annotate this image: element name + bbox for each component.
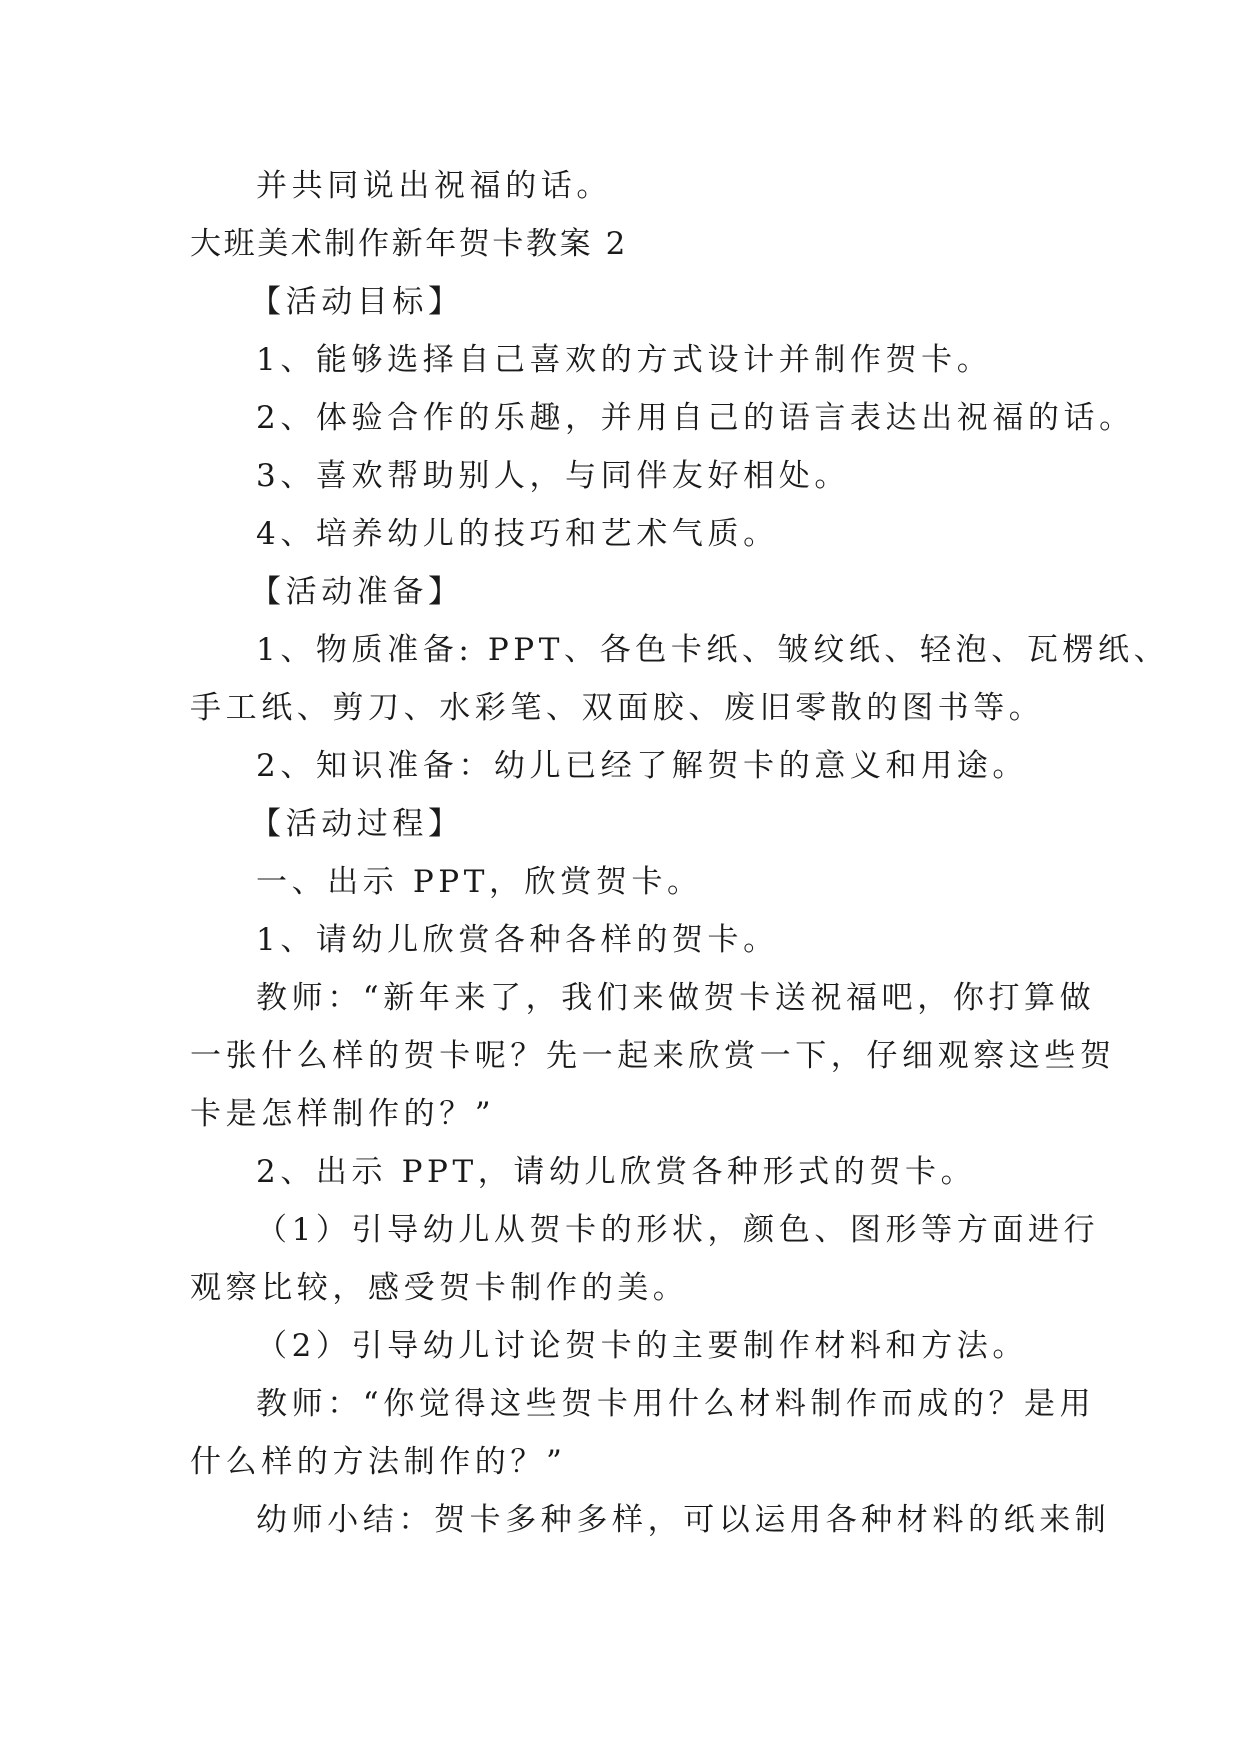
paragraph-line: 教师：“新年来了，我们来做贺卡送祝福吧，你打算做 <box>256 980 1096 1016</box>
heading-activity-preparation: 【活动准备】 <box>250 574 464 610</box>
list-item: 4、培养幼儿的技巧和艺术气质。 <box>256 516 779 552</box>
section-title: 大班美术制作新年贺卡教案 2 <box>190 226 628 262</box>
list-item: 2、知识准备：幼儿已经了解贺卡的意义和用途。 <box>256 748 1028 784</box>
paragraph-line: 手工纸、剪刀、水彩笔、双面胶、废旧零散的图书等。 <box>190 690 1045 726</box>
paragraph-line: 什么样的方法制作的？” <box>190 1444 567 1480</box>
list-item: 1、能够选择自己喜欢的方式设计并制作贺卡。 <box>256 342 993 378</box>
paragraph-line: 一张什么样的贺卡呢？先一起来欣赏一下，仔细观察这些贺 <box>190 1038 1116 1074</box>
paragraph-line: 观察比较，感受贺卡制作的美。 <box>190 1270 689 1306</box>
heading-activity-process: 【活动过程】 <box>250 806 464 842</box>
paragraph-line: 教师：“你觉得这些贺卡用什么材料制作而成的？是用 <box>256 1386 1096 1422</box>
heading-activity-goals: 【活动目标】 <box>250 284 464 320</box>
paragraph-line: 幼师小结：贺卡多种多样，可以运用各种材料的纸来制 <box>256 1502 1111 1538</box>
list-item: 1、请幼儿欣赏各种各样的贺卡。 <box>256 922 779 958</box>
list-item: 2、出示 PPT，请幼儿欣赏各种形式的贺卡。 <box>256 1154 977 1190</box>
paragraph-line: 卡是怎样制作的？” <box>190 1096 496 1132</box>
list-item: 2、体验合作的乐趣，并用自己的语言表达出祝福的话。 <box>256 400 1135 436</box>
paragraph-line: 并共同说出祝福的话。 <box>256 168 612 204</box>
list-item: （1）引导幼儿从贺卡的形状，颜色、图形等方面进行 <box>256 1212 1100 1248</box>
list-item: 3、喜欢帮助别人，与同伴友好相处。 <box>256 458 850 494</box>
paragraph-line: 一、出示 PPT，欣赏贺卡。 <box>256 864 703 900</box>
list-item: 1、物质准备: PPT、各色卡纸、皱纹纸、轻泡、瓦楞纸、 <box>256 632 1170 668</box>
list-item: （2）引导幼儿讨论贺卡的主要制作材料和方法。 <box>256 1328 1028 1364</box>
